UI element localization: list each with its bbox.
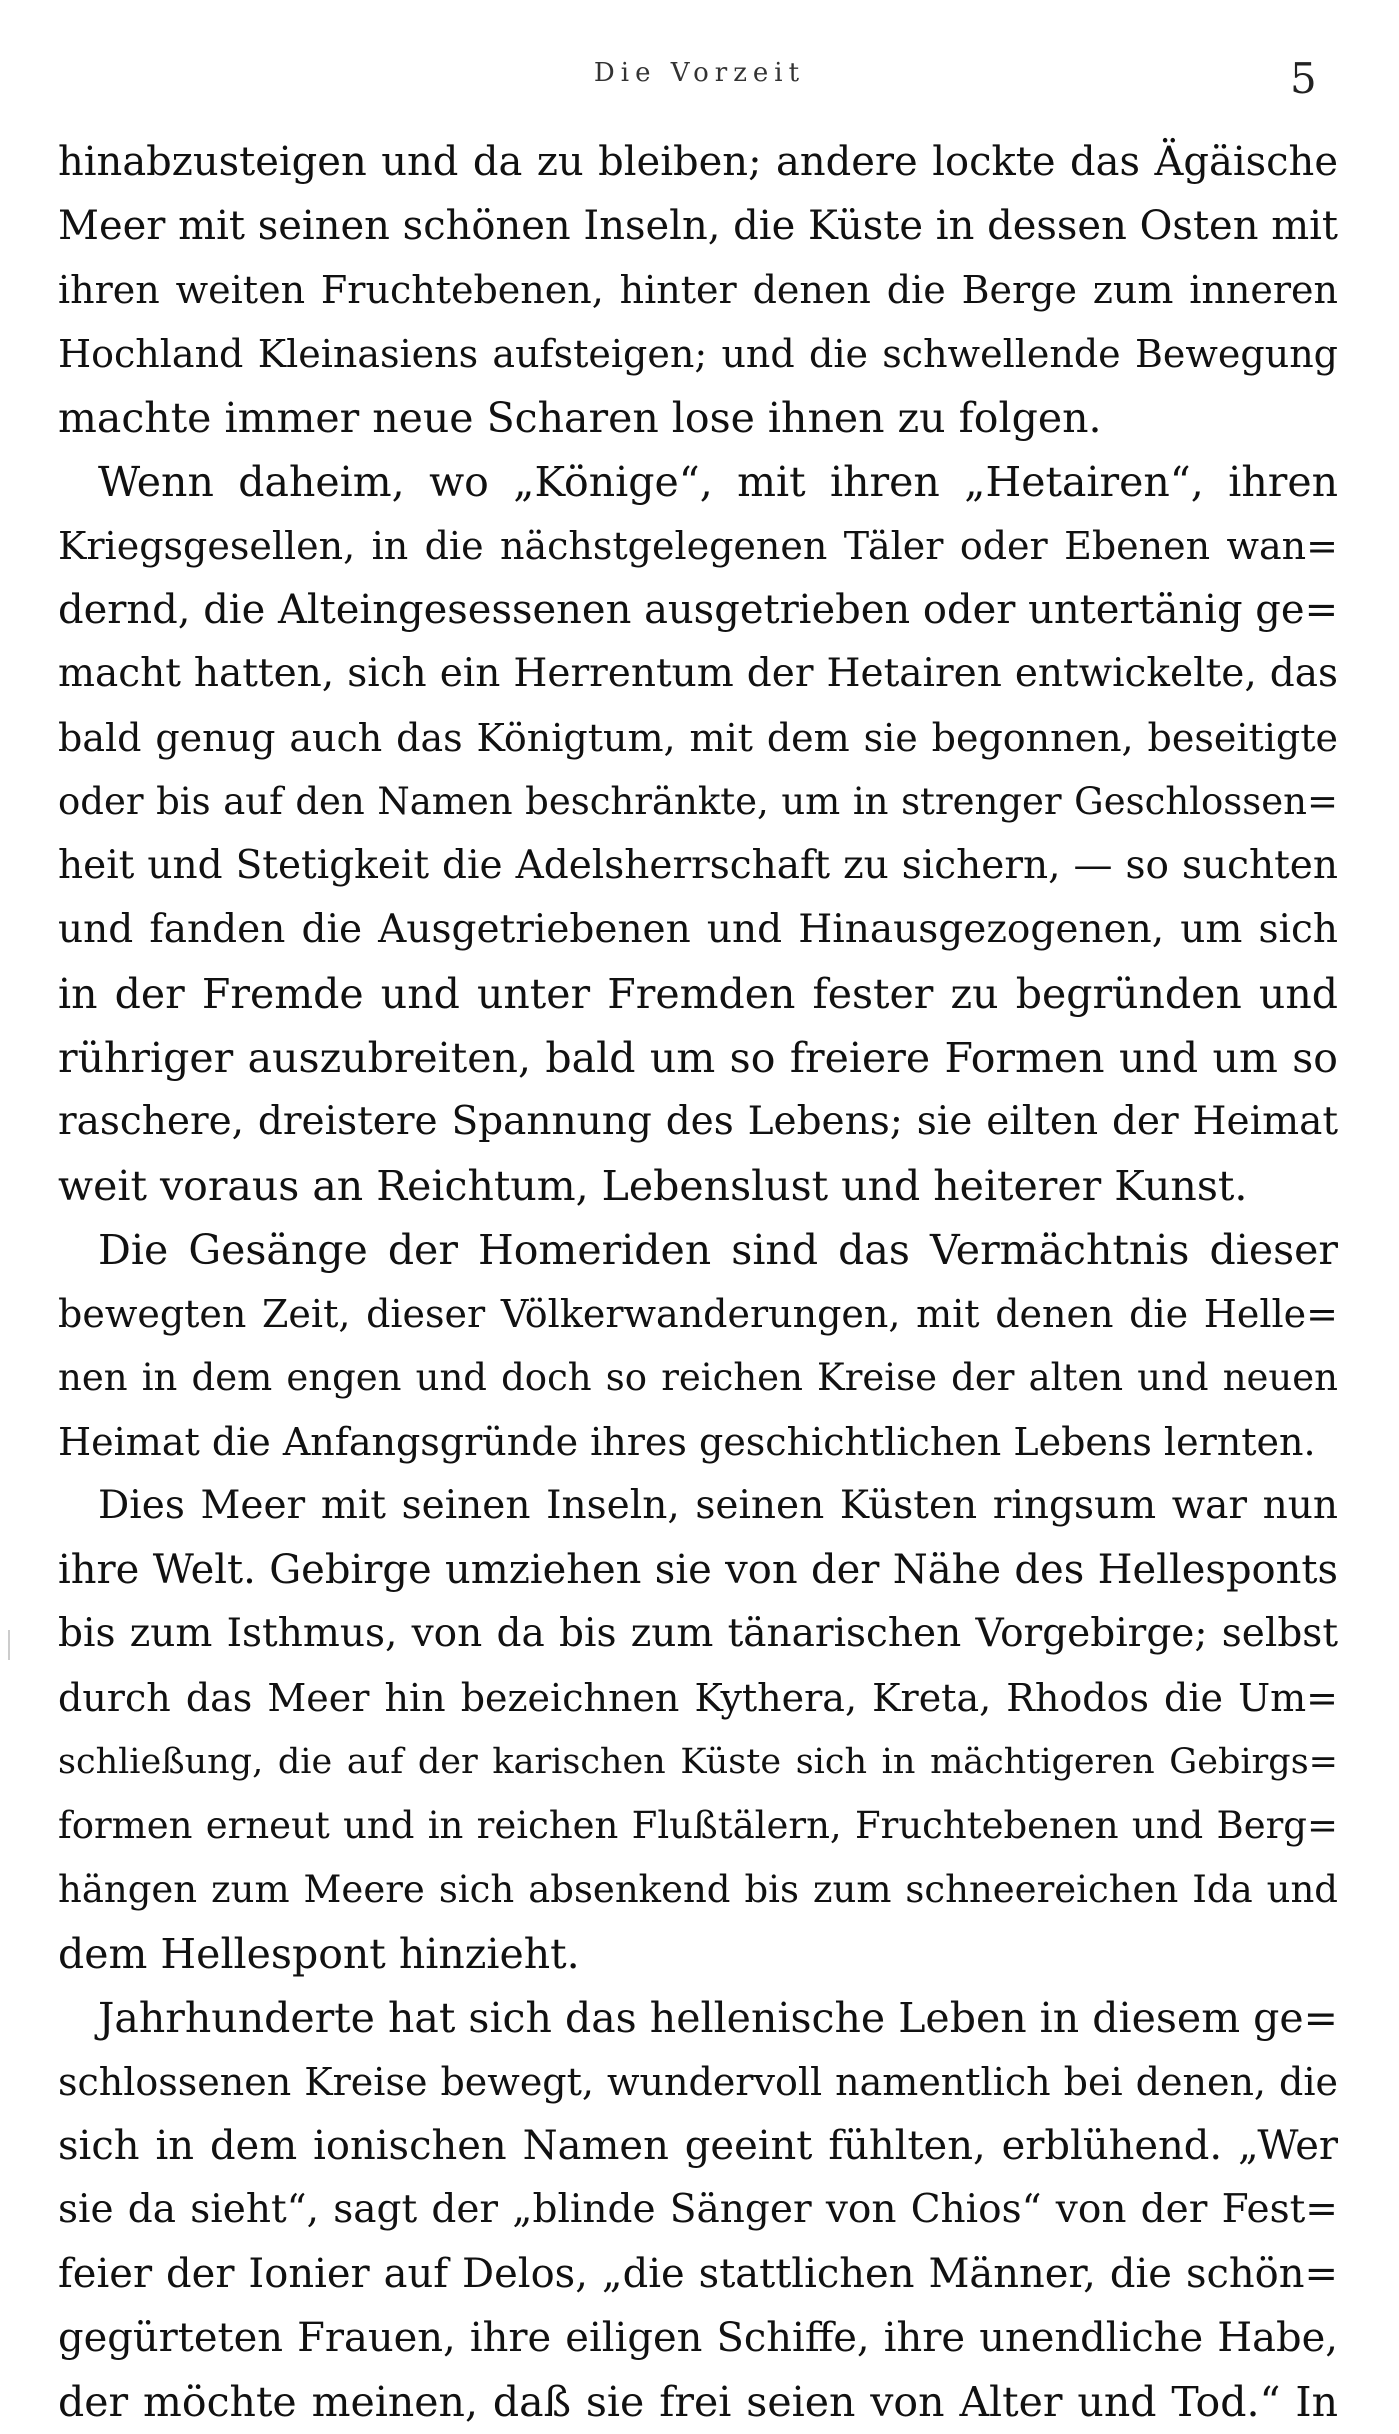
text-line: raschere, dreistere Spannung des Lebens; sie eilten der Heimat	[58, 1099, 1338, 1144]
running-head-title: Die Vorzeit	[593, 58, 806, 88]
text-line: in der Fremde und unter Fremden fester zu begründen und	[58, 970, 1338, 1018]
paragraph	[58, 1986, 1338, 2434]
text-line: nen in dem engen und doch so reichen Kreise der alten und neuen	[58, 1356, 1338, 1399]
text-line: sich in dem ionischen Namen geeint fühlten, erblühend. „Wer	[58, 2123, 1338, 2169]
text-line: heit und Stetigkeit die Adelsherrschaft zu sichern, — so suchten	[58, 843, 1338, 888]
text-line: Die Gesänge der Homeriden sind das Vermächtnis dieser	[98, 1226, 1338, 1274]
body-text	[58, 130, 1338, 2434]
margin-mark	[8, 1630, 10, 1660]
text-line: hängen zum Meere sich absenkend bis zum schneereichen Ida und	[58, 1868, 1338, 1911]
paragraph	[58, 1474, 1338, 1986]
paragraph	[58, 1218, 1338, 1474]
text-line: durch das Meer hin bezeichnen Kythera, Kreta, Rhodos die Um=	[58, 1676, 1338, 1720]
text-line: formen erneut und in reichen Flußtälern, Fruchtebenen und Berg=	[58, 1804, 1338, 1847]
page-number: 5	[1290, 54, 1317, 103]
text-line: und fanden die Ausgetriebenen und Hinausgezogenen, um sich	[58, 907, 1338, 952]
text-line: Dies Meer mit seinen Inseln, seinen Küsten ringsum war nun	[98, 1483, 1338, 1528]
text-line: Hochland Kleinasiens aufsteigen; und die schwellende Bewegung	[58, 332, 1338, 376]
text-line: Kriegsgesellen, in die nächstgelegenen Täler oder Ebenen wan=	[58, 524, 1338, 568]
paragraph	[58, 130, 1338, 450]
text-line: feier der Ionier auf Delos, „die stattlichen Männer, die schön=	[58, 2251, 1338, 2297]
text-line: oder bis auf den Namen beschränkte, um in strenger Geschlossen=	[58, 780, 1338, 823]
text-line: Meer mit seinen schönen Inseln, die Küste in dessen Osten mit	[58, 203, 1338, 249]
text-line: Heimat die Anfangsgründe ihres geschichtlichen Lebens lernten.	[58, 1420, 1316, 1464]
text-line: rühriger auszubreiten, bald um so freiere Formen und um so	[58, 1034, 1338, 1082]
paragraph	[58, 450, 1338, 1218]
text-line: schlossenen Kreise bewegt, wundervoll namentlich bei denen, die	[58, 2060, 1338, 2104]
text-line: schließung, die auf der karischen Küste sich in mächtigeren Gebirgs=	[58, 1742, 1338, 1782]
text-line: bald genug auch das Königtum, mit dem sie begonnen, beseitigte	[58, 716, 1338, 760]
text-line: hinabzusteigen und da zu bleiben; andere lockte das Ägäische	[58, 139, 1338, 185]
text-line: ihren weiten Fruchtebenen, hinter denen die Berge zum inneren	[58, 268, 1338, 312]
text-line: dernd, die Alteingesessenen ausgetrieben oder untertänig ge=	[58, 587, 1338, 633]
text-line: ihre Welt. Gebirge umziehen sie von der Nähe des Hellesponts	[58, 1547, 1338, 1593]
text-line: der möchte meinen, daß sie frei seien von Alter und Tod.“ In	[58, 2378, 1338, 2426]
text-line: bewegten Zeit, dieser Völkerwanderungen, mit denen die Helle=	[58, 1292, 1338, 1336]
text-line: machte immer neue Scharen lose ihnen zu folgen.	[58, 394, 1102, 442]
text-line: weit voraus an Reichtum, Lebenslust und heiterer Kunst.	[58, 1162, 1248, 1210]
text-line: macht hatten, sich ein Herrentum der Hetairen entwickelte, das	[58, 651, 1338, 696]
text-line: dem Hellespont hinzieht.	[58, 1930, 580, 1978]
text-line: gegürteten Frauen, ihre eiligen Schiffe, ihre unendliche Habe,	[58, 2315, 1338, 2361]
text-line: Jahrhunderte hat sich das hellenische Leben in diesem ge=	[98, 1994, 1338, 2042]
text-line: bis zum Isthmus, von da bis zum tänarischen Vorgebirge; selbst	[58, 1611, 1338, 1656]
text-line: Wenn daheim, wo „Könige“, mit ihren „Hetairen“, ihren	[98, 458, 1338, 506]
text-line: sie da sieht“, sagt der „blinde Sänger von Chios“ von der Fest=	[58, 2187, 1338, 2232]
